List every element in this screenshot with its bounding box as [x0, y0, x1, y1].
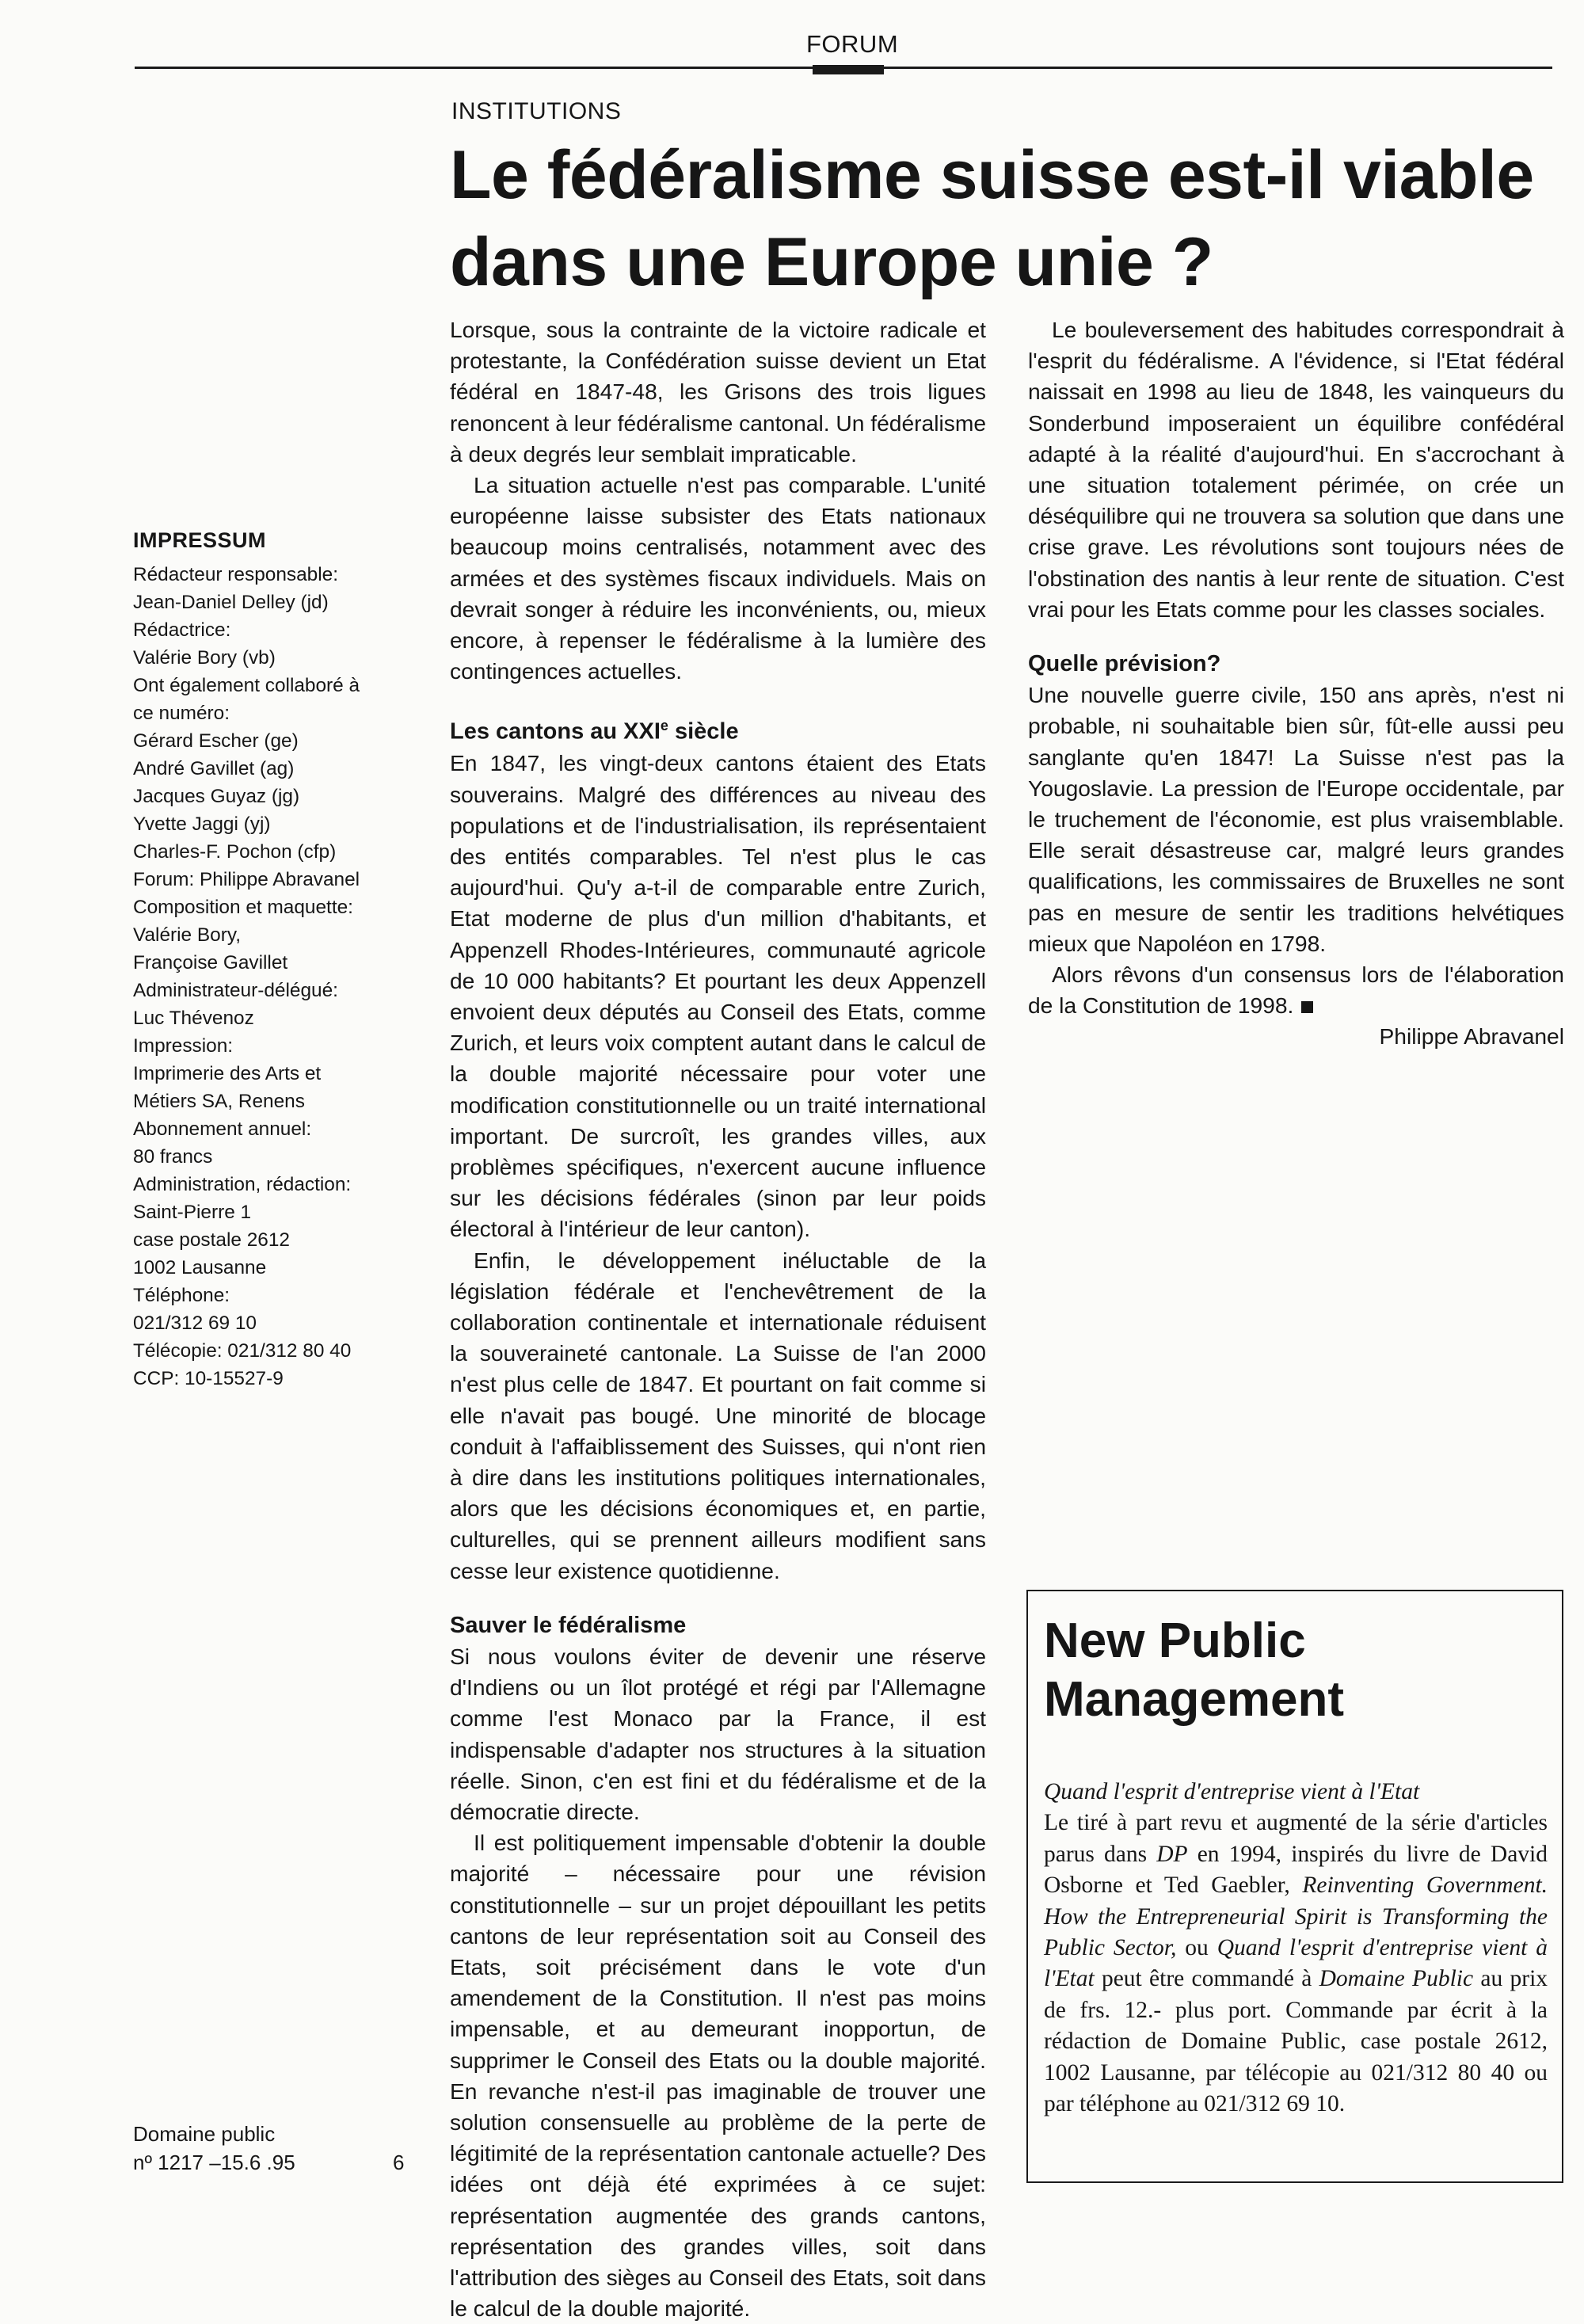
impressum-line: ce numéro: [133, 703, 230, 724]
promo-box [1026, 1590, 1563, 2183]
impressum-title: IMPRESSUM [133, 528, 267, 552]
headline-line-2: dans une Europe unie ? [450, 224, 1213, 300]
footer-publication [133, 2120, 295, 2177]
impressum-line: Forum: Philippe Abravanel [133, 869, 360, 890]
paragraph: En 1847, les vingt-deux cantons étaient des Etats souverains. Malgré des différences au niveau des populations et de l'industrialisation, ils représentaient des entités comparables. Tel n'est plus le cas aujourd'hui. Qu'y a-t-il de comparable entre Zurich, Etat moderne de plus d'un million d'habitants, et Appenzell Rhodes-Intérieures, communauté agricole de 10 000 habitants? Et pourtant les deux Appenzell envoient deux députés au Conseil des Etats, comme Zurich, et leurs voix comptent autant dans le calcul de la double majorité nécessaire pour voter une modification constitutionnelle ou un traité international important. De surcroît, les grandes villes, aux problèmes spécifiques, n'exercent aucune influence sur les décisions fédérales (sinon par leur poids électoral à l'intérieur de leur canton). [450, 750, 986, 1242]
promo-box-text [1044, 1777, 1548, 2120]
promo-text: au prix de frs. 12.- plus port. Commande par écrit à la rédaction de Domaine Public, case postale 2612, 1002 Lausanne, par télécopie au 021/312 80 40 ou par téléphone au 021/312 69 10. [1044, 1966, 1548, 2117]
impressum-line: Imprimerie des Arts et [133, 1063, 322, 1084]
impressum-line: case postale 2612 [133, 1229, 290, 1251]
promo-title-line-1: New Public [1044, 1613, 1306, 1668]
impressum-line: Administration, rédaction: [133, 1174, 352, 1195]
impressum-lines [133, 561, 402, 1392]
subheading: Sauver le fédéralisme [450, 1612, 687, 1638]
impressum-line: 021/312 69 10 [133, 1312, 257, 1334]
impressum-line: Abonnement annuel: [133, 1118, 312, 1140]
promo-text: ou [1176, 1935, 1217, 1961]
paragraph: Enfin, le développement inéluctable de la législation fédérale et l'enchevêtrement de la collaboration continentale et internationale réduisent la souveraineté cantonale. La Suisse de l'an 2000 n'est plus celle de 1847. Et pourtant on fait comme si elle n'avait pas bougé. Une minorité de blocage conduit à l'affaiblissement des Suisses, qui n'ont rien à dire dans les institutions politiques internationales, alors que les décisions économiques et, en partie, culturelles, qui se prennent ailleurs modifient sans cesse leur existence quotidienne. [450, 1247, 986, 1583]
impressum-line: 80 francs [133, 1146, 213, 1168]
headline-line-1: Le fédéralisme suisse est-il viable [450, 137, 1534, 213]
impressum [133, 527, 402, 1392]
paragraph: Une nouvelle guerre civile, 150 ans après, n'est ni probable, ni souhaitable bien sûr, fût-elle aussi peu sanglante qu'en 1847! La Suisse n'est pas la Yougoslavie. La pression de l'Europe occidentale, par le truchement de l'économie, est plus vraisemblable. Elle serait désastreuse car, malgré leurs grandes qualifications, les commissaires de Bruxelles ne sont pas en mesure de sentir les traditions helvétiques mieux que Napoléon en 1798. [1028, 682, 1564, 956]
impressum-line: Gérard Escher (ge) [133, 730, 299, 752]
promo-text-italic: Quand l'esprit d'entreprise vient à l'Etat [1044, 1935, 1548, 1992]
impressum-line: Jean-Daniel Delley (jd) [133, 592, 329, 613]
impressum-line: Saint-Pierre 1 [133, 1202, 252, 1223]
paragraph: Le bouleversement des habitudes correspondrait à l'esprit du fédéralisme. A l'évidence, si l'Etat fédéral naissait en 1998 au lieu de 1848, les vainqueurs du Sonderbund imposeraient un équilibre confédéral adapté à la réalité d'aujourd'hui. En s'accrochant à une situation totalement périmée, on crée un déséquilibre qui ne trouvera sa solution que dans une crise grave. Les révolutions sont toujours nées de l'obstination des nantis à leur rente de situation. C'est vrai pour les Etats comme pour les classes sociales. [1028, 317, 1564, 622]
promo-text: Le tiré à part revu et augmenté de la série d'articles parus dans [1044, 1810, 1548, 1867]
impressum-line: Métiers SA, Renens [133, 1091, 305, 1112]
impressum-line: CCP: 10-15527-9 [133, 1368, 284, 1389]
paragraph: Lorsque, sous la contrainte de la victoire radicale et protestante, la Confédération suisse devient un Etat fédéral en 1847-48, les Grisons des trois ligues renoncent à leur fédéralisme cantonal. Un fédéralisme à deux degrés leur semblait impraticable. [450, 317, 986, 467]
promo-text-italic: Domaine Public [1319, 1966, 1474, 1992]
page-number: 6 [393, 2151, 405, 2174]
article-column-middle [450, 314, 986, 2324]
paragraph: Si nous voulons éviter de devenir une réserve d'Indiens ou un îlot protégé et régi par l'Allemagne comme l'est Monaco par la France, il est indispensable d'adapter nos structures à la situation réelle. Sinon, c'en est fini et du fédéralisme et de la démocratie directe. [450, 1643, 986, 1824]
header-rule-tab [813, 65, 884, 74]
subheading: Les cantons au XXIe siècle [450, 718, 739, 745]
paragraph: La situation actuelle n'est pas comparable. L'unité européenne laisse subsister des Etats nationaux beaucoup moins centralisés, notamment avec des armées et des systèmes fiscaux individuels. Mais on devrait songer à réduire les inconvénients, ou, mieux encore, à repenser le fédéralisme à la lumière des contingences actuelles. [450, 472, 986, 684]
promo-body [1044, 1808, 1548, 2120]
subheading: Quelle prévision? [1028, 651, 1221, 677]
impressum-line: Valérie Bory (vb) [133, 647, 276, 669]
impressum-line: Téléphone: [133, 1285, 230, 1306]
impressum-line: Jacques Guyaz (jg) [133, 786, 300, 807]
impressum-line: Administrateur-délégué: [133, 980, 338, 1001]
impressum-line: Composition et maquette: [133, 897, 353, 918]
impressum-line: Ont également collaboré à [133, 675, 360, 696]
impressum-line: Luc Thévenoz [133, 1008, 254, 1029]
issue-info: nº 1217 –15.6 .95 [133, 2151, 295, 2174]
impressum-line: Télécopie: 021/312 80 40 [133, 1340, 352, 1362]
impressum-line: André Gavillet (ag) [133, 758, 295, 779]
paragraph-final [1028, 959, 1564, 1021]
impressum-line: Yvette Jaggi (yj) [133, 813, 271, 835]
promo-subtitle: Quand l'esprit d'entreprise vient à l'Etat [1044, 1779, 1420, 1804]
article-column-right [1028, 314, 1564, 1053]
impressum-line: Rédactrice: [133, 619, 231, 641]
paragraph: Il est politiquement impensable d'obtenir la double majorité – nécessaire pour une révision constitutionnelle – sur un projet dépouillant les petits cantons de leur représentation soit au Conseil des Etats, soit précisément dans le vote d'un amendement de la Constitution. Il n'est pas moins impensable, et au demeurant inopportun, de supprimer le Conseil des Etats ou la double majorité. En revanche n'est-il pas imaginable de trouver une solution consensuelle au problème de la perte de légitimité de la représentation cantonale actuelle? Des idées ont déjà été exprimées à ce sujet: représentation augmentée des grands cantons, représentation des grandes villes, soit dans l'attribution des sièges au Conseil des Etats, soit dans le calcul de la double majorité. [450, 1830, 986, 2322]
author-signature: Philippe Abravanel [1379, 1023, 1564, 1050]
impressum-line: Impression: [133, 1035, 234, 1057]
impressum-line: 1002 Lausanne [133, 1257, 267, 1278]
promo-text-italic: DP [1156, 1841, 1188, 1867]
section-label: FORUM [806, 30, 899, 58]
impressum-line: Charles-F. Pochon (cfp) [133, 841, 337, 863]
article-headline [450, 131, 1574, 306]
paragraph-final-text: Alors rêvons d'un consensus lors de l'élaboration de la Constitution de 1998. [1028, 962, 1564, 1019]
promo-box-title [1044, 1612, 1519, 1729]
end-mark-icon [1301, 1001, 1313, 1013]
promo-title-line-2: Management [1044, 1672, 1344, 1727]
article-rubric: INSTITUTIONS [451, 98, 622, 124]
promo-text: peut être commandé à [1094, 1966, 1319, 1992]
promo-text: en 1994, inspirés du livre de David Osborne et Ted Gaebler, [1044, 1841, 1548, 1899]
promo-text-italic: Reinventing Government. How the Entrepreneurial Spirit is Transforming the Public Sector, [1044, 1873, 1548, 1961]
impressum-line: Valérie Bory, [133, 924, 242, 946]
impressum-line: Rédacteur responsable: [133, 564, 338, 585]
impressum-line: Françoise Gavillet [133, 952, 288, 973]
publication-name: Domaine public [133, 2122, 276, 2146]
